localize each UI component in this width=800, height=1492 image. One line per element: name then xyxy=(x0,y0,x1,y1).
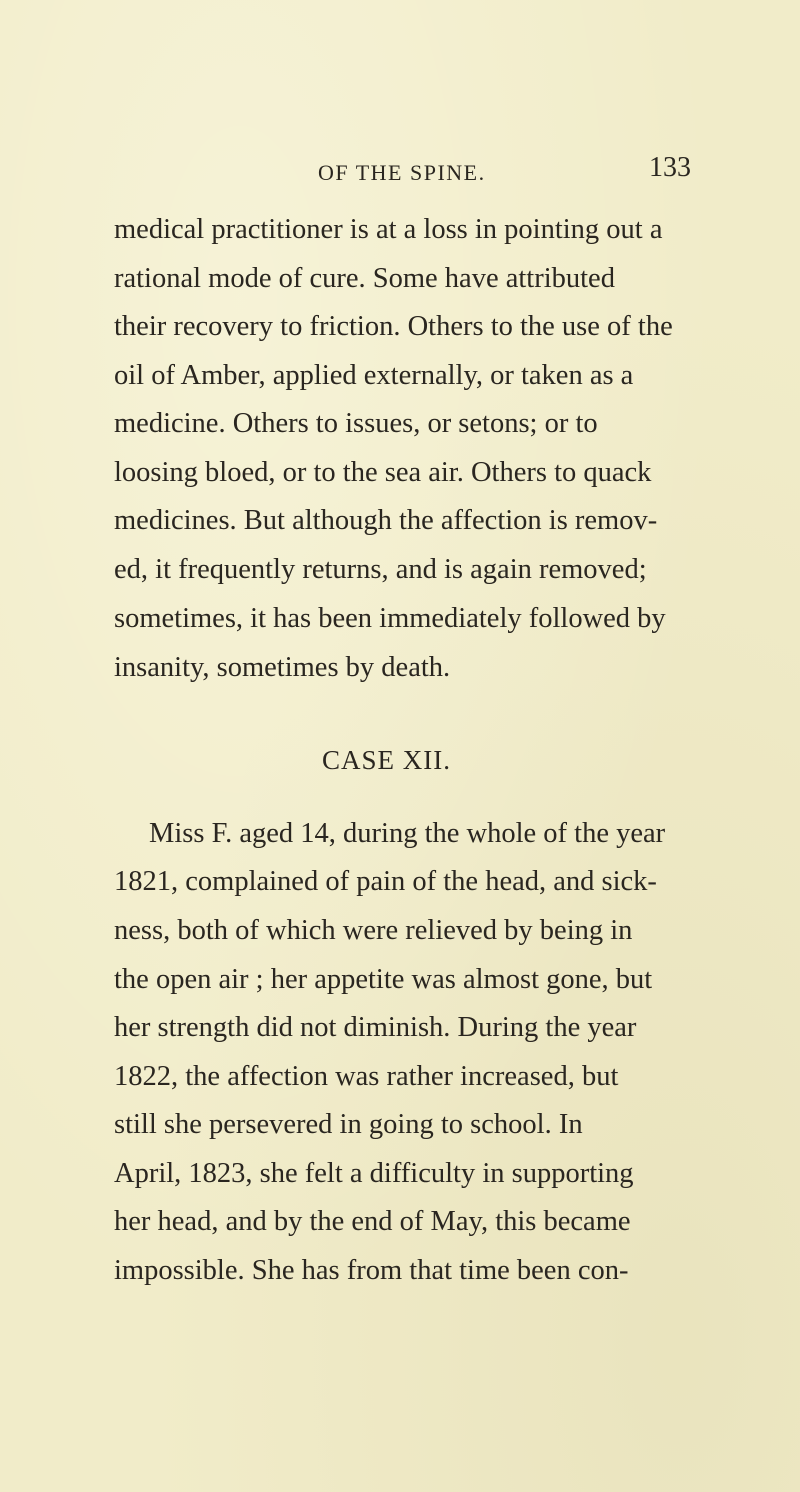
text-line: medical practitioner is at a loss in pointing out a xyxy=(114,214,663,245)
text-line: Miss F. aged 14, during the whole of the year xyxy=(149,818,666,849)
text-line: 1821, complained of pain of the head, and sick- xyxy=(114,866,657,897)
section-heading: CASE XII. xyxy=(322,745,451,775)
text-line: her strength did not diminish. During the year xyxy=(114,1012,637,1043)
text-line: loosing bloed, or to the sea air. Others to quack xyxy=(114,457,652,488)
text-line: sometimes, it has been immediately followed by xyxy=(114,603,666,634)
text-line: medicine. Others to issues, or setons; or to xyxy=(114,408,598,439)
text-line: 1822, the affection was rather increased, but xyxy=(114,1061,619,1092)
text-line: rational mode of cure. Some have attributed xyxy=(114,263,615,294)
text-line: still she persevered in going to school. In xyxy=(114,1109,583,1140)
text-line: oil of Amber, applied externally, or taken as a xyxy=(114,360,634,391)
text-line: medicines. But although the affection is remov- xyxy=(114,505,658,536)
running-head: OF THE SPINE. xyxy=(318,160,486,185)
text-line: their recovery to friction. Others to the use of the xyxy=(114,311,673,342)
text-line: April, 1823, she felt a difficulty in supporting xyxy=(114,1158,634,1189)
text-line: ed, it frequently returns, and is again removed; xyxy=(114,554,647,585)
page-number: 133 xyxy=(649,152,691,183)
text-line: her head, and by the end of May, this became xyxy=(114,1206,631,1237)
text-line: ness, both of which were relieved by being in xyxy=(114,915,633,946)
text-line: insanity, sometimes by death. xyxy=(114,652,451,683)
text-line: impossible. She has from that time been con- xyxy=(114,1255,629,1286)
text-line: the open air ; her appetite was almost gone, but xyxy=(114,964,653,995)
